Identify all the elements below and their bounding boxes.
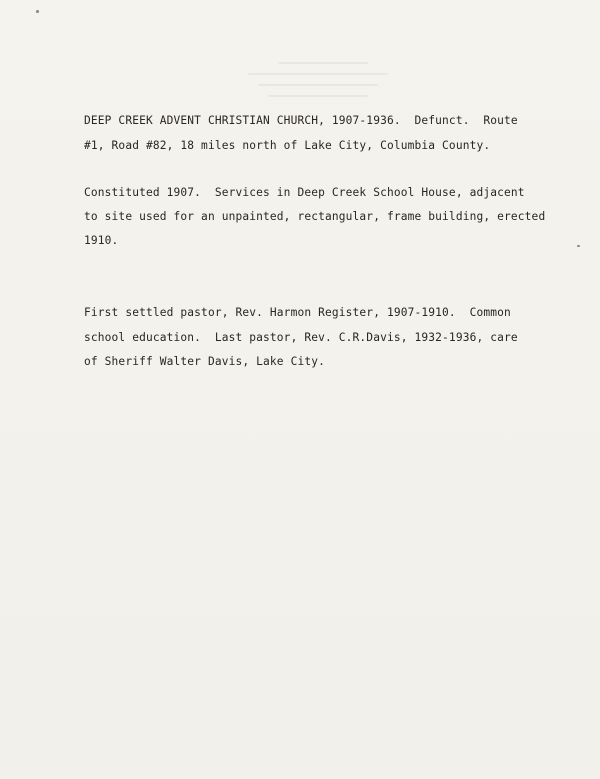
paragraph-1-line-2: #1, Road #82, 18 miles north of Lake City, Columbia County. [84,139,491,152]
bleed-through-text [248,62,388,112]
paper-speck [577,245,580,247]
paragraph-2-line-1: Constituted 1907. Services in Deep Creek School House, adjacent [84,186,525,199]
paragraph-3-line-3: of Sheriff Walter Davis, Lake City. [84,355,325,368]
paragraph-1-line-1: DEEP CREEK ADVENT CHRISTIAN CHURCH, 1907-1936. Defunct. Route [84,114,518,127]
paragraph-3-line-1: First settled pastor, Rev. Harmon Register, 1907-1910. Common [84,306,511,319]
paragraph-2-line-3: 1910. [84,234,119,247]
paragraph-3-line-2: school education. Last pastor, Rev. C.R.Davis, 1932-1936, care [84,331,518,344]
paper-speck [36,10,39,13]
paragraph-2-line-2: to site used for an unpainted, rectangular, frame building, erected [84,210,546,223]
